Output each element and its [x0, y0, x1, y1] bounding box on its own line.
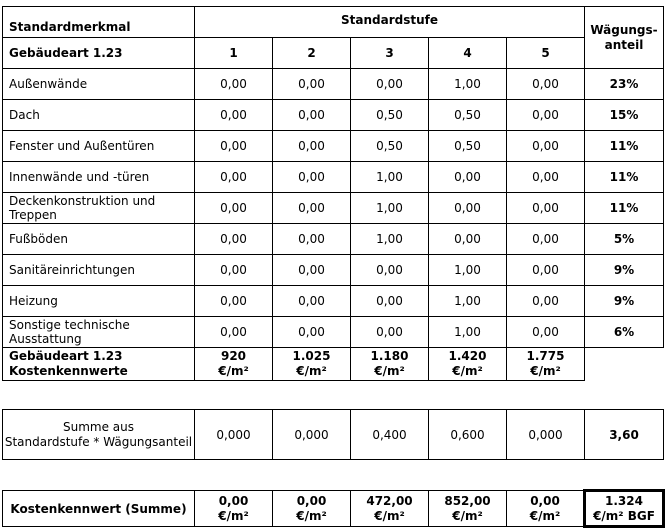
- row-label: Innenwände und -türen: [3, 162, 195, 193]
- kosten-label: [3, 348, 195, 381]
- kostenkennwert-label: Kostenkennwert (Summe): [3, 491, 195, 527]
- table-row: [3, 162, 664, 193]
- kosten-value: 920: [220, 349, 247, 363]
- kosten-value: 1.180: [370, 349, 409, 363]
- table-row: [3, 317, 664, 348]
- cell-value: 1,00: [351, 193, 429, 224]
- kostenkennwert-value: 0,00: [296, 493, 327, 508]
- kosten-value: 1.025: [292, 349, 331, 363]
- cell-value: 0,50: [351, 131, 429, 162]
- summe-value: 0,000: [195, 410, 273, 460]
- kostenkennwert-unit: €/m²: [374, 508, 405, 523]
- cell-value: 0,00: [351, 255, 429, 286]
- kostenkennwert-table: [2, 489, 665, 528]
- summe-value: 0,400: [351, 410, 429, 460]
- cell-value: 0,00: [507, 255, 585, 286]
- row-label: Sonstige technische Ausstattung: [3, 317, 195, 348]
- kostenkennwert-value: 472,00: [366, 493, 413, 508]
- kostenkennwert-cell: [273, 491, 351, 527]
- kostenkennwert-unit: €/m²: [296, 508, 327, 523]
- kosten-unit: €/m²: [218, 364, 249, 378]
- level-3: 3: [351, 38, 429, 69]
- kosten-unit: €/m²: [296, 364, 327, 378]
- kostenkennwert-unit: €/m²: [452, 508, 483, 523]
- row-weight: 23%: [585, 69, 664, 100]
- kostenkennwert-row: [3, 491, 664, 527]
- kosten-unit: €/m²: [452, 364, 483, 378]
- kostenkennwert-unit: €/m²: [218, 508, 249, 523]
- kostenkennwert-cell: [429, 491, 507, 527]
- cell-value: 0,00: [351, 317, 429, 348]
- cell-value: 0,00: [195, 255, 273, 286]
- row-label: Heizung: [3, 286, 195, 317]
- summe-table: [2, 409, 664, 460]
- table-row: [3, 255, 664, 286]
- summe-label: [3, 410, 195, 460]
- summe-label-line1: Summe aus: [62, 419, 134, 434]
- cell-value: 0,50: [429, 100, 507, 131]
- cell-value: 0,00: [351, 69, 429, 100]
- cell-value: 0,00: [273, 100, 351, 131]
- cell-value: 0,00: [195, 317, 273, 348]
- cell-value: 0,50: [429, 131, 507, 162]
- summe-value: 0,000: [273, 410, 351, 460]
- cell-value: 0,00: [507, 162, 585, 193]
- header-weight-line1: Wägungs-: [590, 22, 658, 37]
- cell-value: 0,00: [273, 69, 351, 100]
- kostenkennwert-unit: €/m²: [529, 508, 561, 523]
- kostenkennwert-total-cell: [585, 491, 664, 527]
- kosten-cell: [507, 348, 585, 381]
- row-weight: 15%: [585, 100, 664, 131]
- cell-value: 0,00: [195, 286, 273, 317]
- cell-value: 0,00: [273, 162, 351, 193]
- cell-value: 0,00: [273, 131, 351, 162]
- header-merkmal: Standardmerkmal: [3, 7, 195, 38]
- cell-value: 0,00: [507, 286, 585, 317]
- row-label: Deckenkonstruktion und Treppen: [3, 193, 195, 224]
- kosten-cell: [351, 348, 429, 381]
- cell-value: 0,00: [195, 224, 273, 255]
- cell-value: 0,50: [351, 100, 429, 131]
- table-row: [3, 100, 664, 131]
- kostenkennwert-value: 0,00: [530, 493, 560, 508]
- empty-cell: [585, 348, 664, 381]
- table-row: [3, 69, 664, 100]
- cell-value: 0,00: [195, 162, 273, 193]
- row-label: Fenster und Außentüren: [3, 131, 195, 162]
- cell-value: 0,00: [507, 317, 585, 348]
- header-weight-line2: anteil: [604, 37, 644, 52]
- level-2: 2: [273, 38, 351, 69]
- cell-value: 0,00: [195, 193, 273, 224]
- kostenkennwert-value: 852,00: [444, 493, 491, 508]
- cell-value: 0,00: [273, 193, 351, 224]
- row-weight: 11%: [585, 193, 664, 224]
- level-1: 1: [195, 38, 273, 69]
- table-row: [3, 193, 664, 224]
- summe-label-line2: Standardstufe * Wägungsanteil: [4, 434, 193, 449]
- kosten-row: [3, 348, 664, 381]
- cell-value: 1,00: [429, 286, 507, 317]
- standard-table: [2, 6, 664, 381]
- summe-total: 3,60: [585, 410, 664, 460]
- kosten-unit: €/m²: [374, 364, 405, 378]
- row-weight: 9%: [585, 286, 664, 317]
- cell-value: 1,00: [351, 224, 429, 255]
- kosten-unit: €/m²: [530, 364, 561, 378]
- kosten-cell: [273, 348, 351, 381]
- row-weight: 5%: [585, 224, 664, 255]
- header-stufe: Standardstufe: [195, 7, 585, 38]
- kosten-label-line2: Kostenkennwerte: [9, 364, 128, 378]
- kostenkennwert-total-unit: €/m² BGF: [593, 508, 655, 523]
- row-weight: 9%: [585, 255, 664, 286]
- kosten-cell: [195, 348, 273, 381]
- summe-value: 0,000: [507, 410, 585, 460]
- cell-value: 0,00: [429, 224, 507, 255]
- cell-value: 0,00: [507, 193, 585, 224]
- cell-value: 0,00: [273, 224, 351, 255]
- kostenkennwert-total: 1.324: [605, 493, 643, 508]
- table-row: [3, 224, 664, 255]
- cell-value: 0,00: [273, 317, 351, 348]
- row-label: Außenwände: [3, 69, 195, 100]
- cell-value: 1,00: [429, 317, 507, 348]
- cell-value: 0,00: [195, 131, 273, 162]
- cell-value: 1,00: [429, 69, 507, 100]
- summe-row: [3, 410, 664, 460]
- header-weight: [585, 7, 664, 69]
- kostenkennwert-cell: [195, 491, 273, 527]
- cell-value: 0,00: [273, 286, 351, 317]
- table-row: [3, 131, 664, 162]
- row-weight: 11%: [585, 131, 664, 162]
- kostenkennwert-cell: [507, 491, 585, 527]
- cell-value: 0,00: [195, 100, 273, 131]
- kosten-cell: [429, 348, 507, 381]
- kostenkennwert-cell: [351, 491, 429, 527]
- cell-value: 0,00: [507, 100, 585, 131]
- cell-value: 0,00: [429, 193, 507, 224]
- row-label: Sanitäreinrichtungen: [3, 255, 195, 286]
- row-weight: 6%: [585, 317, 664, 348]
- kostenkennwert-value: 0,00: [218, 493, 249, 508]
- cell-value: 0,00: [195, 69, 273, 100]
- header-gebaeudeart: Gebäudeart 1.23: [3, 38, 195, 69]
- cell-value: 0,00: [429, 162, 507, 193]
- cell-value: 0,00: [273, 255, 351, 286]
- kosten-value: 1.775: [526, 349, 565, 363]
- cell-value: 0,00: [507, 224, 585, 255]
- row-label: Dach: [3, 100, 195, 131]
- cell-value: 1,00: [351, 162, 429, 193]
- table-row: [3, 286, 664, 317]
- cell-value: 1,00: [429, 255, 507, 286]
- cell-value: 0,00: [507, 131, 585, 162]
- cell-value: 0,00: [351, 286, 429, 317]
- level-5: 5: [507, 38, 585, 69]
- kosten-value: 1.420: [448, 349, 487, 363]
- row-weight: 11%: [585, 162, 664, 193]
- kosten-label-line1: Gebäudeart 1.23: [9, 349, 123, 363]
- level-4: 4: [429, 38, 507, 69]
- row-label: Fußböden: [3, 224, 195, 255]
- cell-value: 0,00: [507, 69, 585, 100]
- summe-value: 0,600: [429, 410, 507, 460]
